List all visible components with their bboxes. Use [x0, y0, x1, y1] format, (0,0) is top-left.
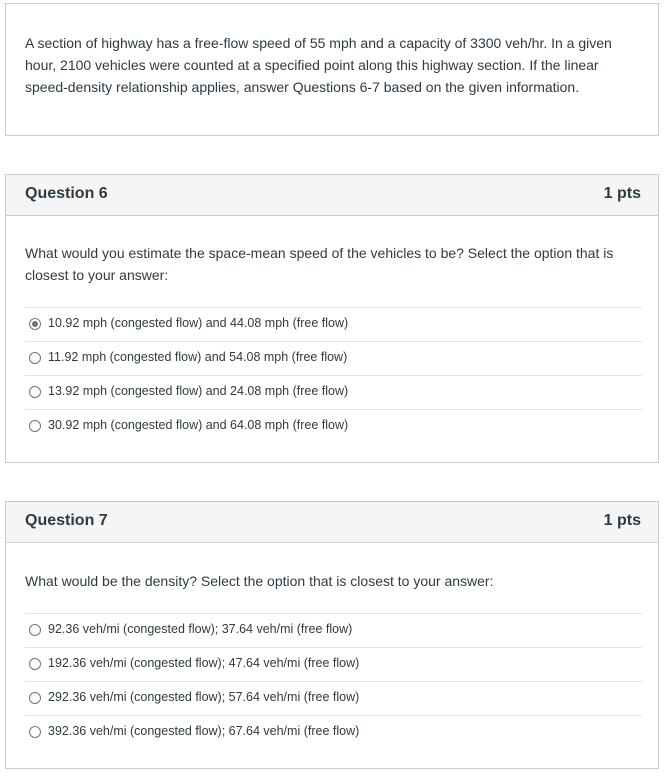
answer-label[interactable]: 192.36 veh/mi (congested flow); 47.64 veh/mi (free flow)	[48, 656, 360, 670]
radio-button[interactable]	[29, 352, 41, 364]
answer-option[interactable]	[25, 375, 642, 409]
answer-option[interactable]	[25, 647, 642, 681]
radio-button[interactable]	[29, 420, 41, 432]
question-6-card	[5, 174, 659, 463]
answer-list	[25, 613, 642, 749]
answer-option[interactable]	[25, 409, 642, 443]
answer-option[interactable]	[25, 307, 642, 341]
answer-label[interactable]: 292.36 veh/mi (congested flow); 57.64 veh/mi (free flow)	[48, 690, 360, 704]
answer-label[interactable]: 92.36 veh/mi (congested flow); 37.64 veh/mi (free flow)	[48, 622, 353, 636]
question-points: 1 pts	[603, 185, 641, 202]
answer-label[interactable]: 30.92 mph (congested flow) and 64.08 mph (free flow)	[48, 418, 349, 432]
answer-label[interactable]: 10.92 mph (congested flow) and 44.08 mph (free flow)	[48, 316, 349, 330]
answer-option[interactable]	[25, 715, 642, 749]
radio-button[interactable]	[29, 692, 41, 704]
radio-button[interactable]	[29, 726, 41, 738]
question-points: 1 pts	[603, 512, 641, 529]
radio-button-selected[interactable]	[29, 318, 41, 330]
question-title: Question 6	[25, 185, 108, 202]
answer-option[interactable]	[25, 613, 642, 647]
radio-button[interactable]	[29, 624, 41, 636]
question-7-card	[5, 501, 659, 769]
question-header	[6, 175, 658, 216]
question-title: Question 7	[25, 512, 108, 529]
intro-card	[5, 3, 659, 136]
answer-option[interactable]	[25, 341, 642, 375]
intro-text: A section of highway has a free-flow speed of 55 mph and a capacity of 3300 veh/hr. In a given hour, 2100 vehicles were counted at a specified point along this highway section. If the linear speed-density relationship applies, answer Questions 6-7 based on the given information.	[25, 35, 612, 95]
answer-label[interactable]: 392.36 veh/mi (congested flow); 67.64 veh/mi (free flow)	[48, 724, 360, 738]
answer-label[interactable]: 13.92 mph (congested flow) and 24.08 mph (free flow)	[48, 384, 349, 398]
answer-option[interactable]	[25, 681, 642, 715]
question-text: What would be the density? Select the option that is closest to your answer:	[25, 573, 494, 589]
question-text: What would you estimate the space-mean speed of the vehicles to be? Select the option that is closest to your answer:	[25, 245, 614, 283]
answer-list	[25, 307, 642, 443]
radio-button[interactable]	[29, 658, 41, 670]
radio-button[interactable]	[29, 386, 41, 398]
question-header	[6, 502, 658, 543]
answer-label[interactable]: 11.92 mph (congested flow) and 54.08 mph (free flow)	[48, 350, 348, 364]
